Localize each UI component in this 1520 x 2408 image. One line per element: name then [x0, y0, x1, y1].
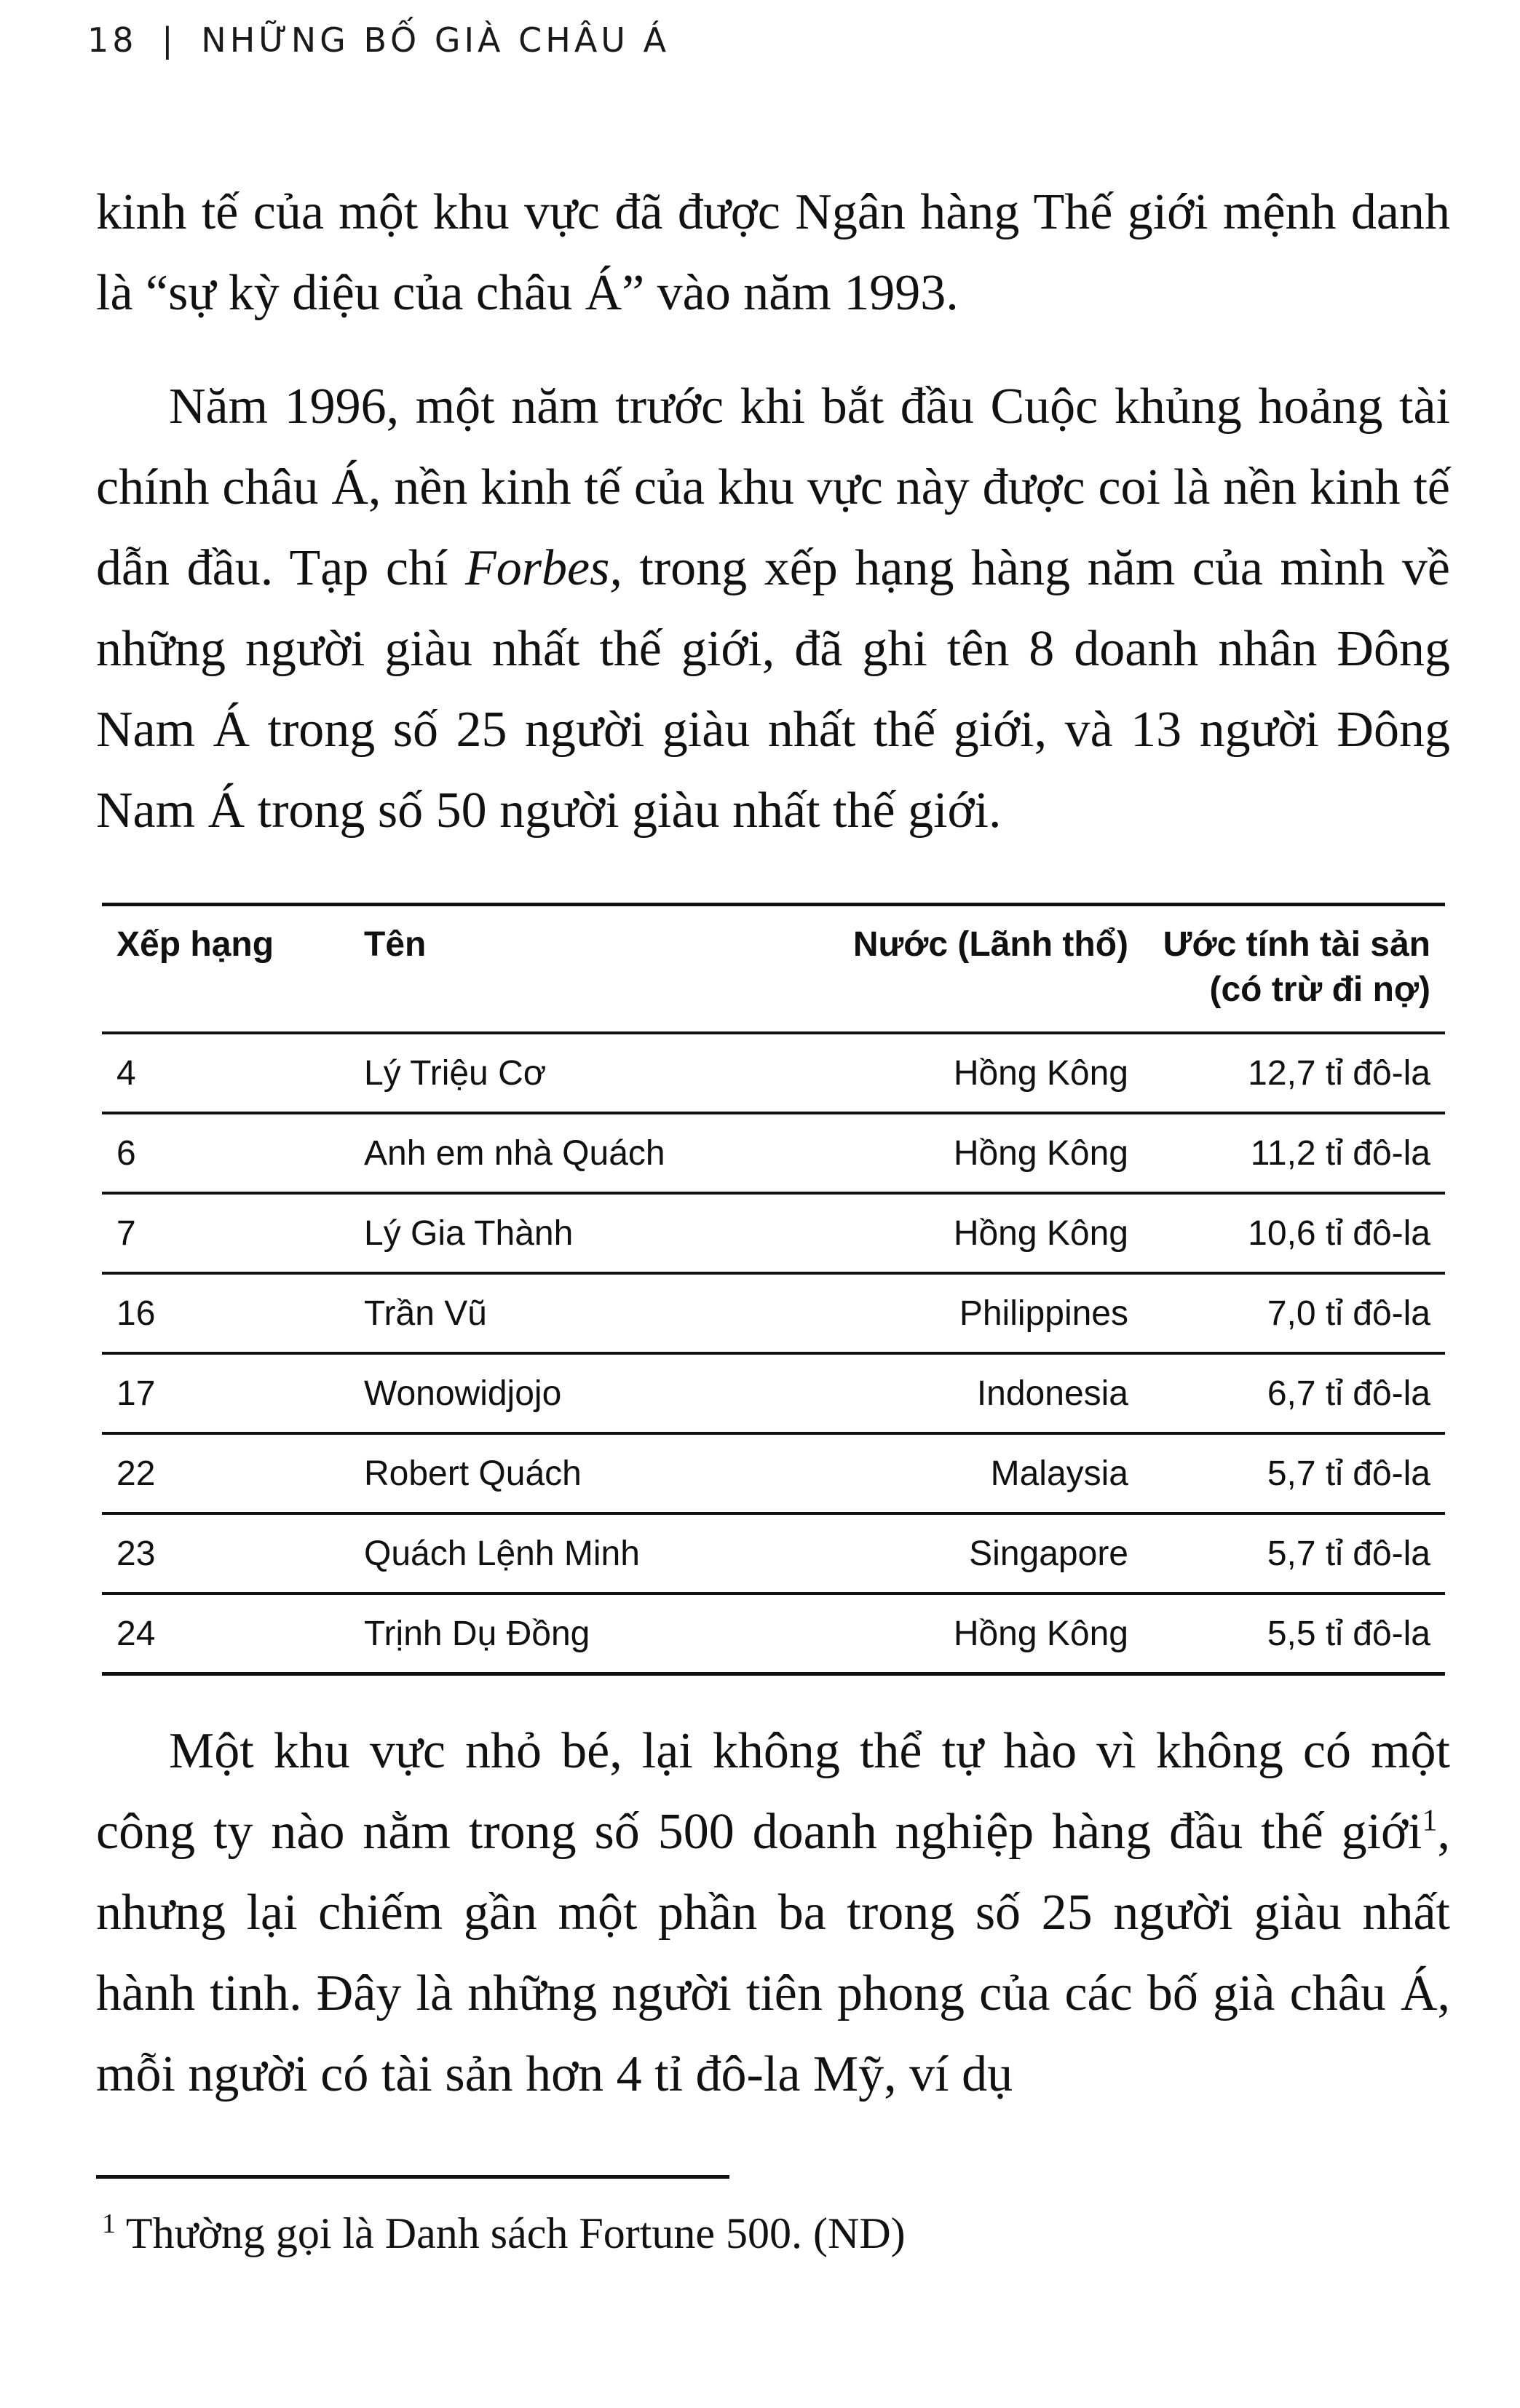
cell-rank: 16 [102, 1273, 349, 1353]
paragraph-3-text-a: Một khu vực nhỏ bé, lại không thể tự hào vì không có một công ty nào nằm trong số 500 doanh nghiệp hàng đầu thế giới [96, 1723, 1450, 1860]
table-row [102, 1113, 1445, 1193]
cell-wealth: 7,0 tỉ đô-la [1143, 1273, 1445, 1353]
cell-country: Hồng Kông [953, 1614, 1128, 1653]
cell-country: Hồng Kông [772, 1193, 1143, 1273]
cell-wealth: 5,5 tỉ đô-la [1267, 1614, 1430, 1653]
table-row [102, 1353, 1445, 1433]
footnote-marker: 1 [102, 2209, 116, 2239]
cell-country: Hồng Kông [772, 1033, 1143, 1113]
footnote [102, 2204, 906, 2262]
cell-wealth: 6,7 tỉ đô-la [1143, 1353, 1445, 1433]
cell-name: Trần Vũ [349, 1273, 772, 1353]
running-title: NHỮNG BỐ GIÀ CHÂU Á [201, 20, 670, 60]
table-header-row [102, 905, 1445, 1034]
footnote-divider [96, 2175, 729, 2179]
header-wealth-line-2: (có trừ đi nợ) [1209, 970, 1430, 1009]
header-separator: | [162, 20, 177, 60]
paragraph-2 [96, 366, 1450, 851]
cell-rank: 6 [102, 1113, 349, 1193]
cell-country: Philippines [772, 1273, 1143, 1353]
cell-name: Lý Triệu Cơ [349, 1033, 772, 1113]
table-row [102, 1193, 1445, 1273]
footnote-reference: 1 [1422, 1804, 1438, 1838]
richest-people-table [102, 903, 1445, 1676]
paragraph-1: kinh tế của một khu vực đã được Ngân hàng Thế giới mệnh danh là “sự kỳ diệu của châu Á” vào năm 1993. [96, 184, 1450, 321]
header-country: Nước (Lãnh thổ) [772, 905, 1143, 1034]
cell-name: Wonowidjojo [349, 1353, 772, 1433]
cell-name: Lý Gia Thành [349, 1193, 772, 1273]
cell-rank: 24 [116, 1614, 156, 1653]
cell-rank: 23 [102, 1513, 349, 1593]
table-row [102, 1273, 1445, 1353]
paragraph-3-text-b: , nhưng lại chiếm gần một phần ba trong số 25 người giàu nhất hành tinh. Đây là những người tiên phong của các bố già châu Á, mỗi người có tài sản hơn 4 tỉ đô-la Mỹ, ví dụ [96, 1804, 1450, 2102]
cell-rank: 22 [102, 1433, 349, 1513]
cell-country: Singapore [772, 1513, 1143, 1593]
cell-wealth: 10,6 tỉ đô-la [1143, 1193, 1445, 1273]
cell-wealth: 5,7 tỉ đô-la [1143, 1433, 1445, 1513]
cell-rank: 17 [102, 1353, 349, 1433]
cell-rank: 4 [102, 1033, 349, 1113]
cell-wealth: 11,2 tỉ đô-la [1143, 1113, 1445, 1193]
cell-country: Indonesia [772, 1353, 1143, 1433]
paragraph-2-text-b: trong xếp hạng hàng năm của mình về những người giàu nhất thế giới, đã ghi tên 8 doanh nhân Đông Nam Á trong số 25 người giàu nhất thế giới, và 13 người Đông Nam Á trong số 50 người giàu nhất thế giới. [96, 540, 1450, 839]
cell-name: Robert Quách [349, 1433, 772, 1513]
cell-wealth: 12,7 tỉ đô-la [1143, 1033, 1445, 1113]
cell-name: Trịnh Dụ Đồng [364, 1614, 590, 1653]
paragraph-2-text-a: Năm 1996, một năm trước khi bắt đầu Cuộc khủng hoảng tài chính châu Á, nền kinh tế của khu vực này được coi là nền kinh tế dẫn đầu. Tạp chí [96, 379, 1450, 596]
header-wealth [1143, 905, 1445, 1034]
header-wealth-line-1: Ước tính tài sản [1163, 925, 1430, 964]
footnote-text: Thường gọi là Danh sách Fortune 500. (ND) [116, 2209, 906, 2257]
header-rank: Xếp hạng [102, 905, 349, 1034]
paragraph-3 [96, 1711, 1450, 2115]
table-row [102, 1513, 1445, 1593]
cell-rank: 7 [102, 1193, 349, 1273]
cell-country: Malaysia [772, 1433, 1143, 1513]
page-number: 18 [87, 20, 138, 60]
cell-name: Anh em nhà Quách [349, 1113, 772, 1193]
header-name: Tên [349, 905, 772, 1034]
running-header [87, 20, 670, 60]
cell-name: Quách Lệnh Minh [349, 1513, 772, 1593]
cell-country: Hồng Kông [772, 1113, 1143, 1193]
table-row [102, 1033, 1445, 1113]
cell-wealth: 5,7 tỉ đô-la [1143, 1513, 1445, 1593]
table-row [102, 1593, 1445, 1674]
table-row [102, 1433, 1445, 1513]
forbes-italic: Forbes, [465, 540, 622, 596]
